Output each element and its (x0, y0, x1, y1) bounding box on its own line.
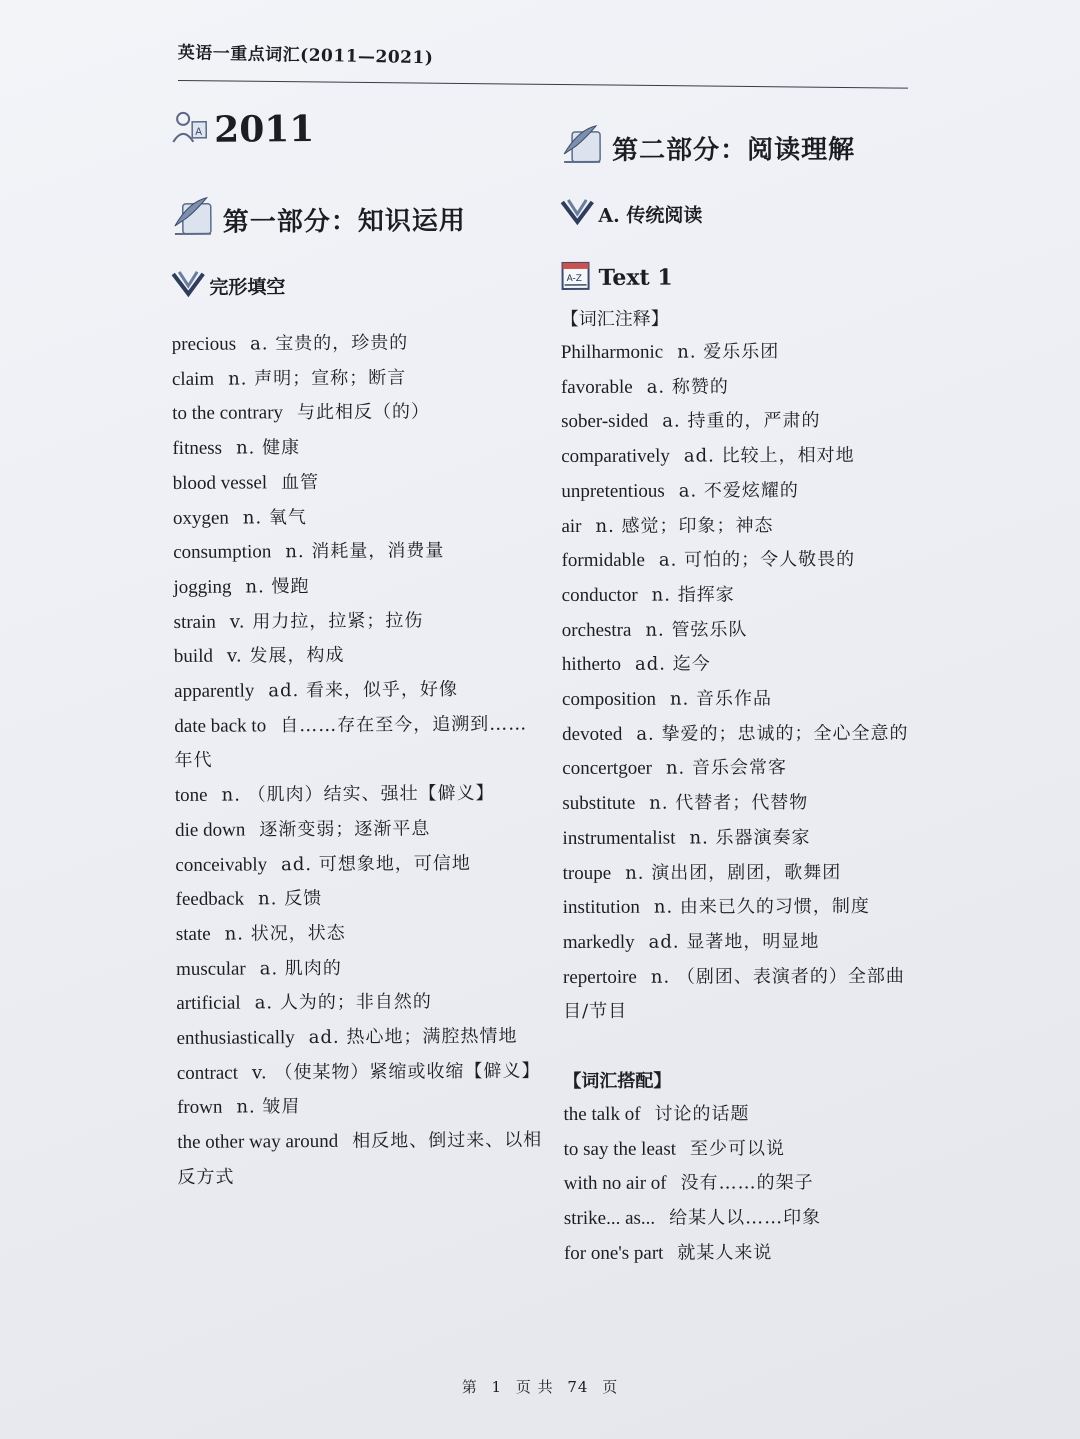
vocab-meaning: n. 爱乐乐团 (677, 341, 780, 363)
vocab-word: muscular (175, 958, 246, 980)
vocab-meaning: a. 不爱炫耀的 (678, 479, 799, 502)
vocab-word: favorable (560, 376, 633, 398)
vocab-meaning: a. 人为的；非自然的 (254, 991, 432, 1014)
header-rule (178, 80, 908, 89)
vocab-entry (562, 612, 922, 648)
part-title: 第一部分：知识运用 (222, 205, 466, 238)
vocab-meaning: ad. 迄今 (634, 653, 711, 676)
part-title: 第二部分：阅读理解 (612, 134, 856, 166)
vocab-entry (174, 672, 544, 709)
vocab-meaning: 至少可以说 (689, 1137, 786, 1160)
vocab-word: substitute (562, 792, 636, 815)
vocab-list (172, 325, 548, 1195)
vocab-word: strike... as... (563, 1207, 656, 1230)
vocab-word: devoted (562, 723, 623, 745)
right-column (560, 117, 924, 1272)
vocab-meaning: 给某人以……印象 (669, 1207, 822, 1229)
vocab-meaning: a. 挚爱的；忠诚的；全心全意的 (636, 722, 909, 745)
section-title: 完形填空 (209, 275, 286, 299)
vocab-meaning: a. 称赞的 (646, 376, 729, 398)
vocab-meaning: a. 持重的，严肃的 (662, 410, 821, 433)
year-heading (170, 97, 540, 160)
vocab-word: repertoire (562, 966, 637, 988)
vocab-entry (561, 369, 921, 405)
vocab-meaning: n. 氧气 (242, 506, 307, 529)
vocab-word: enthusiastically (176, 1027, 295, 1050)
text-heading (560, 255, 920, 300)
vocab-word: claim (171, 368, 215, 390)
text-title: Text 1 (598, 264, 673, 291)
vocab-entry (562, 682, 922, 718)
vocab-word: state (175, 923, 211, 945)
vocab-entry (172, 360, 542, 397)
vocab-word: frown (176, 1097, 223, 1119)
vocab-meaning: 相反地、倒过来、以相反方式 (177, 1129, 543, 1188)
vocab-word: feedback (175, 888, 245, 911)
running-header: 英语一重点词汇(2011—2021) (177, 42, 434, 69)
vocab-entry (562, 821, 922, 857)
vocab-word: to say the least (563, 1138, 677, 1160)
page-footer (0, 1376, 1080, 1397)
section-heading (560, 193, 920, 234)
vocab-word: instrumentalist (562, 827, 676, 849)
vocab-meaning: 讨论的话题 (654, 1103, 750, 1125)
vocab-word: air (561, 515, 582, 537)
vocab-list (561, 335, 923, 1030)
vocab-word: for one's part (563, 1242, 664, 1264)
vocab-entry (561, 474, 921, 510)
vocab-entry (564, 1132, 924, 1168)
vocab-word: composition (561, 688, 657, 711)
vocab-meaning: n. 代替者；代替物 (649, 792, 809, 814)
vocab-entry (561, 543, 921, 579)
vocab-word: hitherto (561, 654, 622, 676)
vocab-entry (173, 568, 543, 605)
vocab-meaning: n. 乐器演奏家 (689, 826, 811, 849)
vocab-entry (176, 915, 546, 952)
vocab-word: unpretentious (561, 480, 665, 502)
vocab-meaning: n. 演出团，剧团，歌舞团 (625, 861, 842, 884)
vocab-meaning: n. 管弦乐队 (645, 618, 748, 641)
vocab-entry (562, 751, 922, 787)
vocab-meaning: ad. 显著地，明显地 (648, 931, 820, 953)
vocab-entry (174, 603, 544, 640)
vocab-entry (176, 985, 546, 1022)
vocab-word: consumption (173, 541, 272, 564)
section-heading (171, 263, 541, 306)
vocab-meaning: 与此相反（的） (296, 401, 431, 424)
vocab-meaning: n. 由来已久的习惯，制度 (653, 896, 870, 918)
part-heading (560, 117, 920, 178)
vocab-entry (172, 325, 542, 362)
teacher-icon (170, 108, 210, 152)
vocab-entry (175, 777, 545, 814)
vocab-meaning: n. 指挥家 (651, 584, 735, 606)
vocab-meaning: n. 音乐会常客 (665, 757, 788, 780)
vocab-entry (563, 1097, 923, 1133)
vocab-meaning: n. 反馈 (258, 888, 323, 910)
vocab-meaning: ad. 看来，似乎，好像 (268, 679, 459, 702)
vocab-meaning: 就某人来说 (677, 1242, 773, 1264)
vocab-entry (174, 707, 544, 779)
vocab-entry (175, 881, 545, 918)
vocab-meaning: a. 宝贵的，珍贵的 (250, 332, 409, 355)
vocab-word: die down (175, 819, 246, 841)
vocab-entry (562, 716, 922, 752)
vocab-word: apparently (174, 680, 255, 703)
vocab-meaning: a. 肌肉的 (259, 957, 342, 980)
footer-prefix: 第 (461, 1378, 478, 1396)
vocab-meaning: n. 皱眉 (236, 1096, 301, 1119)
vocab-entry (175, 846, 545, 883)
year-title: 2011 (214, 107, 315, 151)
vocab-entry (563, 959, 923, 1030)
footer-suffix: 页 (602, 1378, 619, 1396)
svg-text:A-Z: A-Z (566, 273, 582, 284)
vocab-entry (564, 1166, 924, 1202)
vocab-entry (563, 890, 923, 926)
vocab-word: precious (171, 333, 237, 355)
vocab-entry (172, 395, 542, 432)
vocab-entry (561, 439, 921, 475)
footer-mid: 页 共 (515, 1378, 554, 1396)
vocab-entry (172, 430, 542, 467)
vocab-entry (175, 811, 545, 848)
vocab-entry (176, 1019, 546, 1056)
vocab-entry (563, 855, 923, 891)
vocab-meaning: a. 可怕的；令人敬畏的 (658, 549, 856, 571)
collocation-label: 【词汇搭配】 (563, 1070, 672, 1093)
vocab-entry (561, 508, 921, 544)
vocab-entry (177, 1089, 547, 1126)
vocab-word: oxygen (172, 507, 229, 529)
left-column (170, 97, 548, 1195)
section-title: A. 传统阅读 (598, 204, 703, 227)
vocab-word: fitness (172, 437, 223, 460)
vocab-meaning: 逐渐变弱；逐渐平息 (259, 818, 431, 841)
vocab-word: jogging (173, 576, 232, 598)
vocab-word: date back to (174, 715, 267, 737)
footer-page-number: 1 (491, 1378, 503, 1396)
vocab-word: formidable (561, 549, 645, 572)
vocab-entry (173, 499, 543, 536)
vocab-meaning: n. 慢跑 (245, 575, 310, 598)
vocab-meaning: v. （使某物）紧缩或收缩【僻义】 (251, 1060, 541, 1084)
vocab-entry (177, 1124, 547, 1196)
vocab-meaning: n. 健康 (235, 437, 301, 459)
dictionary-icon (560, 261, 590, 295)
vocab-word: concertgoer (562, 758, 652, 780)
vocab-entry (562, 578, 922, 614)
vocab-meaning: ad. 热心地；满腔热情地 (308, 1025, 518, 1049)
vocab-meaning: n. （剧团、表演者的）全部曲目/节目 (563, 965, 905, 1023)
vocab-meaning: n. 音乐作品 (669, 688, 773, 710)
vocab-word: blood vessel (172, 472, 268, 494)
vocab-meaning: n. （肌肉）结实、强壮【僻义】 (221, 782, 495, 806)
vocab-word: contract (176, 1062, 239, 1084)
vocab-entry (561, 335, 921, 371)
vocab-entry (173, 464, 543, 501)
vocab-entry (176, 950, 546, 987)
vocab-word: with no air of (563, 1173, 667, 1195)
vocab-word: build (173, 646, 214, 668)
open-book-icon (560, 198, 594, 230)
vocab-meaning: n. 消耗量，消费量 (285, 540, 445, 563)
vocab-meaning: ad. 可想象地，可信地 (281, 852, 471, 875)
vocab-entry (177, 1054, 547, 1091)
vocab-note-label: 【词汇注释】 (560, 308, 669, 330)
vocab-entry (564, 1201, 924, 1237)
vocab-word: markedly (562, 931, 635, 953)
vocab-entry (563, 925, 923, 961)
vocab-entry (561, 404, 921, 440)
vocab-meaning: n. 状况，状态 (224, 922, 346, 945)
vocab-entry (562, 647, 922, 683)
vocab-meaning: n. 声明；宣称；断言 (228, 367, 407, 390)
vocab-word: sober-sided (561, 411, 649, 433)
vocab-meaning: n. 感觉；印象；神态 (595, 514, 774, 537)
vocab-word: comparatively (561, 445, 670, 468)
vocab-word: orchestra (561, 619, 632, 641)
vocab-word: artificial (176, 992, 241, 1015)
collocation-list (563, 1097, 924, 1272)
vocab-meaning: 自……存在至今，追溯到……年代 (174, 713, 528, 772)
vocab-word: institution (562, 896, 640, 919)
vocab-word: Philharmonic (560, 341, 664, 363)
vocab-meaning: 没有……的架子 (680, 1172, 814, 1195)
vocab-word: tone (174, 784, 208, 807)
vocab-meaning: v. 用力拉，拉紧；拉伤 (229, 609, 424, 633)
vocab-word: troupe (562, 862, 612, 884)
svg-text:A: A (195, 126, 203, 138)
vocab-meaning: 血管 (281, 471, 320, 494)
quill-scroll-icon (171, 196, 217, 244)
vocab-word: the other way around (177, 1131, 339, 1154)
vocab-word: to the contrary (172, 402, 284, 425)
vocab-entry (173, 534, 543, 571)
vocab-word: conductor (561, 584, 638, 606)
vocab-entry (562, 786, 922, 822)
vocab-word: strain (173, 611, 216, 633)
vocab-word: the talk of (563, 1103, 641, 1126)
footer-total-pages: 74 (567, 1378, 589, 1396)
quill-scroll-icon (560, 124, 606, 172)
open-book-icon (171, 270, 205, 302)
vocab-word: conceivably (175, 853, 268, 876)
vocab-entry (174, 638, 544, 675)
vocab-meaning: v. 发展，构成 (226, 645, 345, 667)
vocab-entry (564, 1236, 924, 1272)
part-heading (171, 187, 541, 250)
vocab-meaning: ad. 比较上，相对地 (683, 445, 855, 467)
